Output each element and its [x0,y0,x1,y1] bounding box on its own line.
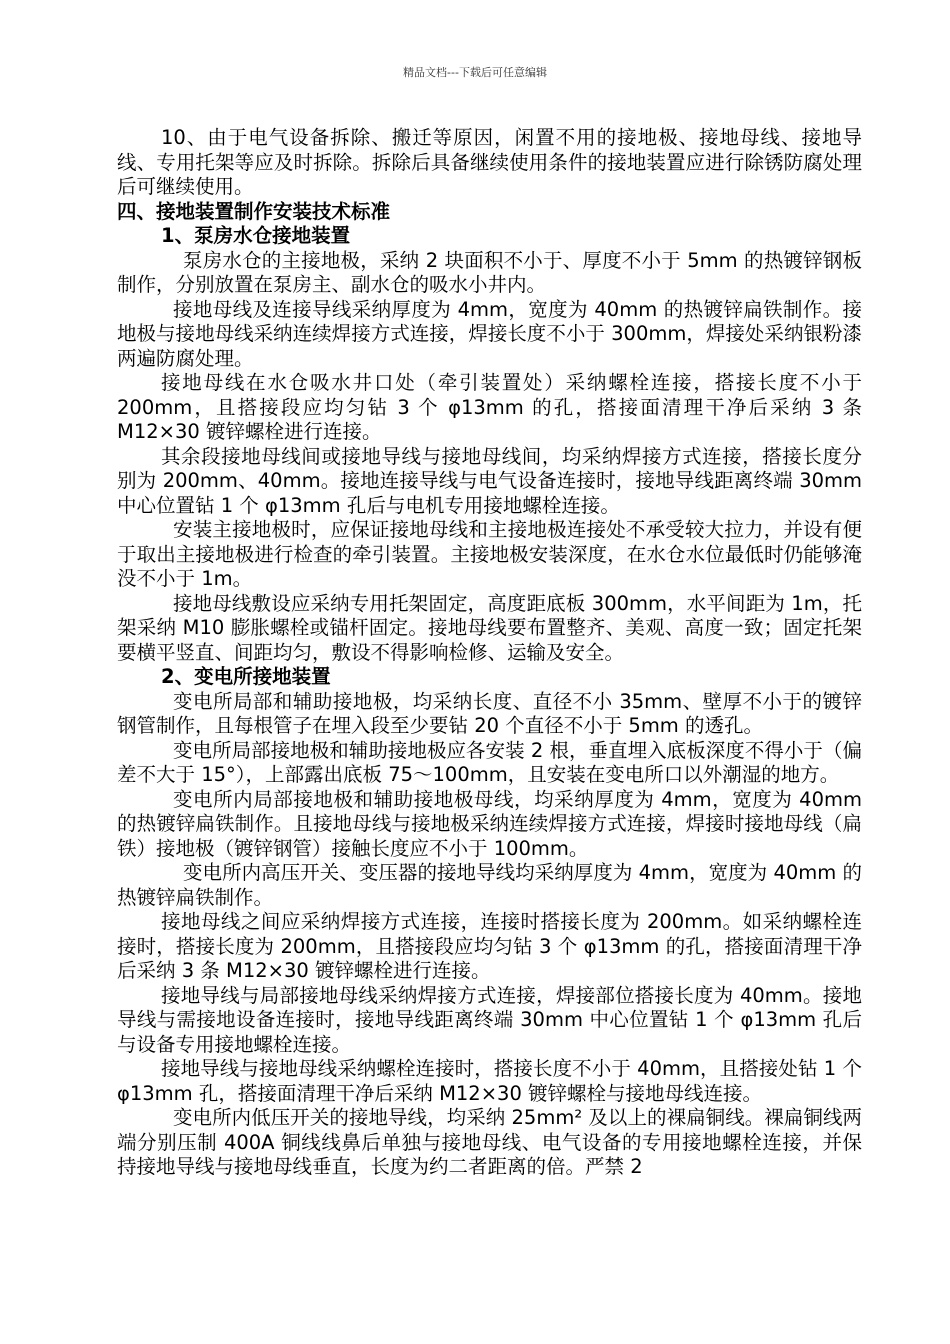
paragraph-substation-hv-ground: 变电所内高压开关、变压器的接地导线均采纳厚度为 4mm，宽度为 40mm 的热镀锌扁铁制作。 [117,861,862,909]
paragraph-substation-busbar-connection: 接地母线之间应采纳焊接方式连接，连接时搭接长度为 200mm。如采纳螺栓连接时，搭接长度为 200mm，且搭接段应均匀钻 3 个 φ13mm 的孔，搭接面清理干净后采纳 3 条 M12×30 镀锌螺栓进行连接。 [117,910,862,982]
paragraph-substation-lv-ground: 变电所内低压开关的接地导线，均采纳 25mm² 及以上的裸扁铜线。裸扁铜线两端分别压制 400A 铜线线鼻后单独与接地母线、电气设备的专用接地螺栓连接，并保持接地导线与接地母线垂直，长度为约二者距离的倍。严禁 2 [117,1106,862,1178]
paragraph-pump-installation: 安装主接地极时，应保证接地母线和主接地极连接处不承受较大拉力，并设有便于取出主接地极进行检查的牵引装置。主接地极安装深度，在水仓水位最低时仍能够淹没不小于 1m。 [117,518,862,590]
paragraph-pump-busbar-material: 接地母线及连接导线采纳厚度为 4mm，宽度为 40mm 的热镀锌扁铁制作。接地极与接地母线采纳连续焊接方式连接，焊接长度不小于 300mm，焊接处采纳银粉漆两遍防腐处理。 [117,297,862,370]
section-heading-4: 四、接地装置制作安装技术标准 [117,199,391,223]
page-header: 精品文档---下载后可任意编辑 [403,66,547,79]
paragraph-substation-install-depth: 变电所局部接地极和辅助接地极应各安装 2 根，垂直埋入底板深度不得小于（偏差不大于 15°），上部露出底板 75～100mm，且安装在变电所口以外潮湿的地方。 [117,738,862,786]
document-body [117,126,862,1180]
paragraph-substation-electrode: 变电所局部和辅助接地极，均采纳长度、直径不小 35mm、壁厚不小于的镀锌钢管制作，且每根管子在埋入段至少要钻 20 个直径不小于 5mm 的透孔。 [117,689,862,737]
paragraph-pump-main-electrode: 泵房水仓的主接地极，采纳 2 块面积不小于、厚度不小于 5mm 的热镀锌钢板制作，分别放置在泵房主、副水仓的吸水小井内。 [117,248,862,296]
paragraph-pump-bolt-connection: 接地母线在水仓吸水井口处（牵引装置处）采纳螺栓连接，搭接长度不小于 200mm，且搭接段应均匀钻 3 个 φ13mm 的孔，搭接面清理干净后采纳 3 条 M12×30 镀锌螺栓进行连接。 [117,371,862,443]
subsection-heading-1: 1、泵房水仓接地装置 [161,224,351,247]
paragraph-substation-wire-weld: 接地导线与局部接地母线采纳焊接方式连接，焊接部位搭接长度为 40mm。接地导线与需接地设备连接时，接地导线距离终端 30mm 中心位置钻 1 个 φ13mm 孔后与设备专用接地螺栓连接。 [117,983,862,1056]
paragraph-pump-weld-connection: 其余段接地母线间或接地导线与接地母线间，均采纳焊接方式连接，搭接长度分别为 200mm、40mm。接地连接导线与电气设备连接时，接地导线距离终端 30mm 中心位置钻 1 个 φ13mm 孔后与电机专用接地螺栓连接。 [117,444,862,517]
paragraph-pump-bracket: 接地母线敷设应采纳专用托架固定，高度距底板 300mm，水平间距为 1m，托架采纳 M10 膨胀螺栓或锚杆固定。接地母线要布置整齐、美观、高度一致；固定托架要横平竖直、间距均匀，敷设不得影响检修、运输及安全。 [117,591,862,664]
subsection-heading-2: 2、变电所接地装置 [161,665,331,688]
paragraph-10-removal: 10、由于电气设备拆除、搬迁等原因，闲置不用的接地极、接地母线、接地导线、专用托架等应及时拆除。拆除后具备继续使用条件的接地装置应进行除锈防腐处理后可继续使用。 [117,126,862,198]
paragraph-substation-wire-bolt: 接地导线与接地母线采纳螺栓连接时，搭接长度不小于 40mm，且搭接处钻 1 个 φ13mm 孔，搭接面清理干净后采纳 M12×30 镀锌螺栓与接地母线连接。 [117,1057,862,1105]
paragraph-substation-busbar: 变电所内局部接地极和辅助接地极母线，均采纳厚度为 4mm，宽度为 40mm 的热镀锌扁铁制作。且接地母线与接地极采纳连续焊接方式连接，焊接时接地母线（扁铁）接地极（镀锌钢管）接触长度应不小于 100mm。 [117,787,862,860]
